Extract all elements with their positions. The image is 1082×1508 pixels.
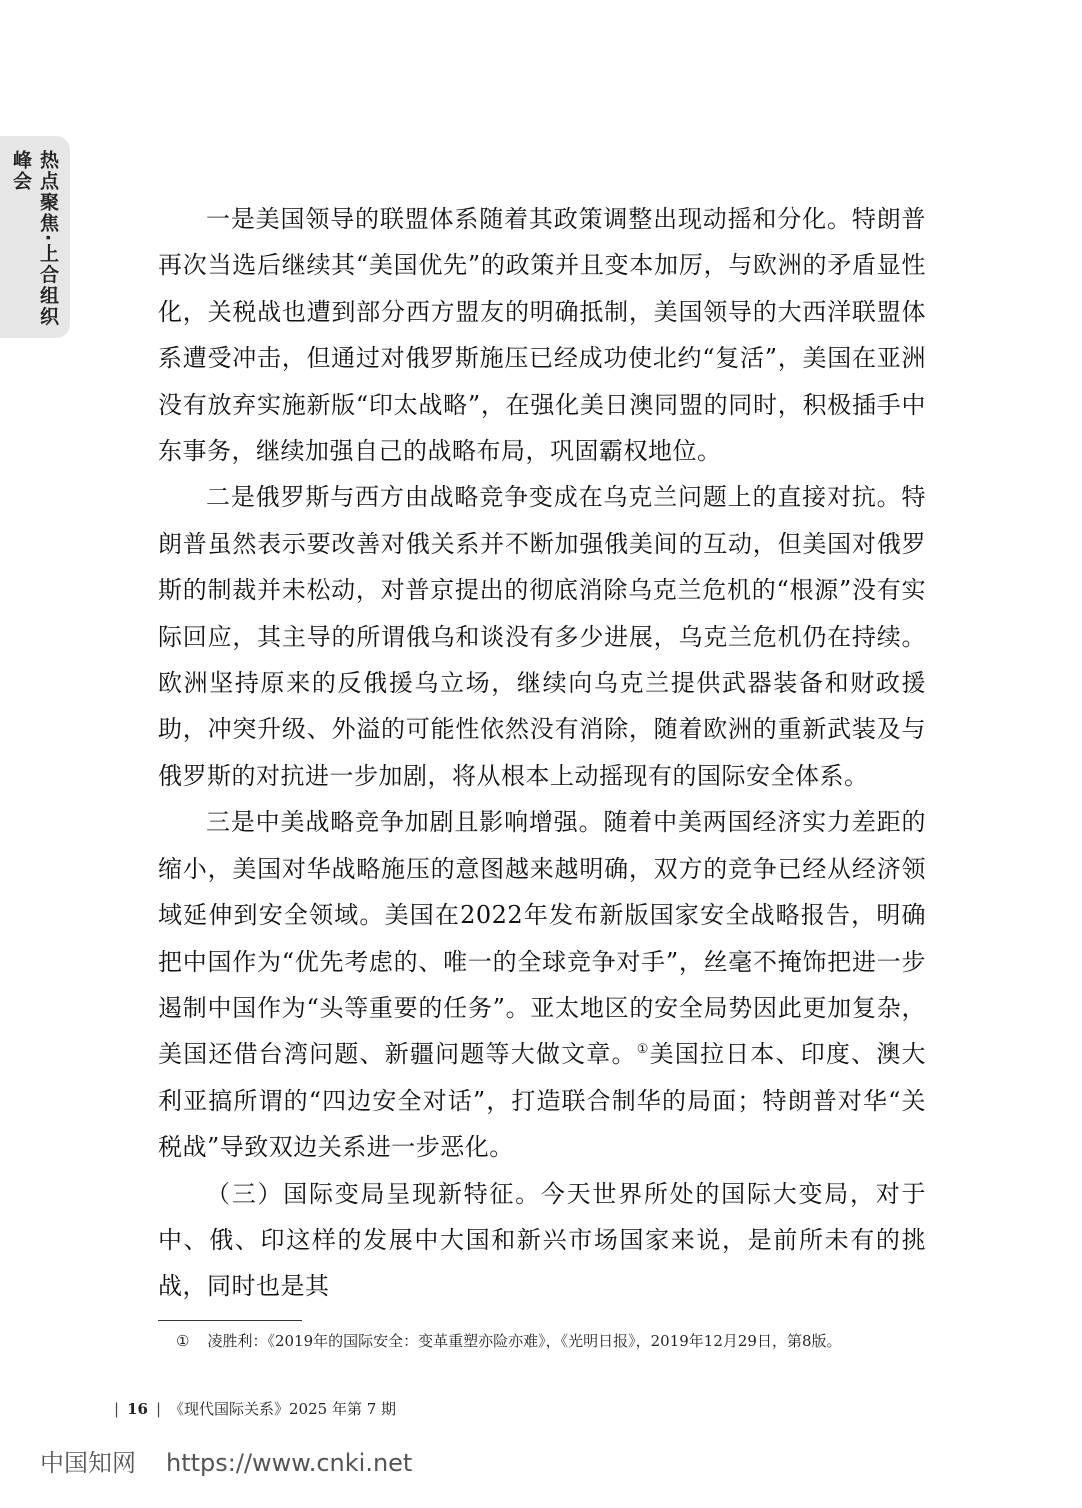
watermark-brand: 中国知网 bbox=[40, 1449, 136, 1477]
page-number: 16 bbox=[127, 1400, 148, 1418]
footnote-divider bbox=[158, 1320, 302, 1321]
paragraph-3 bbox=[158, 799, 926, 1170]
section-side-tab-label: 热点聚焦·上合组织峰会 bbox=[10, 150, 59, 328]
watermark bbox=[40, 1443, 412, 1478]
paragraph-3-part-1: 三是中美战略竞争加剧且影响增强。随着中美两国经济实力差距的缩小，美国对华战略施压的意图越来越明确，双方的竞争已经从经济领域延伸到安全领域。美国在2022年发布新版国家安全战略报告，明确把中国作为“优先考虑的、唯一的全球竞争对手”，丝毫不掩饰把进一步遏制中国作为“头等重要的任务”。亚太地区的安全局势因此更加复杂，美国还借台湾问题、新疆问题等大做文章。 bbox=[158, 808, 926, 1069]
article-body bbox=[158, 196, 926, 1310]
footer-divider-right: | bbox=[155, 1400, 161, 1418]
footnote bbox=[176, 1330, 842, 1351]
page-footer bbox=[106, 1398, 396, 1419]
paragraph-2: 二是俄罗斯与西方由战略竞争变成在乌克兰问题上的直接对抗。特朗普虽然表示要改善对俄关系并不断加强俄美间的互动，但美国对俄罗斯的制裁并未松动，对普京提出的彻底消除乌克兰危机的“根源”没有实际回应，其主导的所谓俄乌和谈没有多少进展，乌克兰危机仍在持续。欧洲坚持原来的反俄援乌立场，继续向乌克兰提供武器装备和财政援助，冲突升级、外溢的可能性依然没有消除，随着欧洲的重新武装及与俄罗斯的对抗进一步加剧，将从根本上动摇现有的国际安全体系。 bbox=[158, 483, 926, 790]
journal-issue: 《现代国际关系》2025 年第 7 期 bbox=[169, 1400, 397, 1418]
watermark-url: https://www.cnki.net bbox=[166, 1449, 413, 1477]
footnote-number: ① bbox=[176, 1332, 190, 1350]
footer-divider-left: | bbox=[114, 1400, 120, 1418]
footnote-reference[interactable]: ① bbox=[636, 1042, 650, 1058]
section-side-tab bbox=[0, 136, 70, 338]
paragraph-4: （三）国际变局呈现新特征。今天世界所处的国际大变局，对于中、俄、印这样的发展中大国和新兴市场国家来说，是前所未有的挑战，同时也是其 bbox=[158, 1179, 926, 1301]
paragraph-1: 一是美国领导的联盟体系随着其政策调整出现动摇和分化。特朗普再次当选后继续其“美国优先”的政策并且变本加厉，与欧洲的矛盾显性化，关税战也遭到部分西方盟友的明确抵制，美国领导的大西洋联盟体系遭受冲击，但通过对俄罗斯施压已经成功使北约“复活”，美国在亚洲没有放弃实施新版“印太战略”，在强化美日澳同盟的同时，积极插手中东事务，继续加强自己的战略布局，巩固霸权地位。 bbox=[158, 205, 926, 466]
footnote-text: 凌胜利：《2019年的国际安全：变革重塑亦险亦难》，《光明日报》，2019年12月29日，第8版。 bbox=[207, 1332, 842, 1350]
paragraph-3-part-2: 美国拉日本、印度、澳大利亚搞所谓的“四边安全对话”，打造联合制华的局面；特朗普对华“关税战”导致双边关系进一步恶化。 bbox=[158, 1040, 927, 1162]
